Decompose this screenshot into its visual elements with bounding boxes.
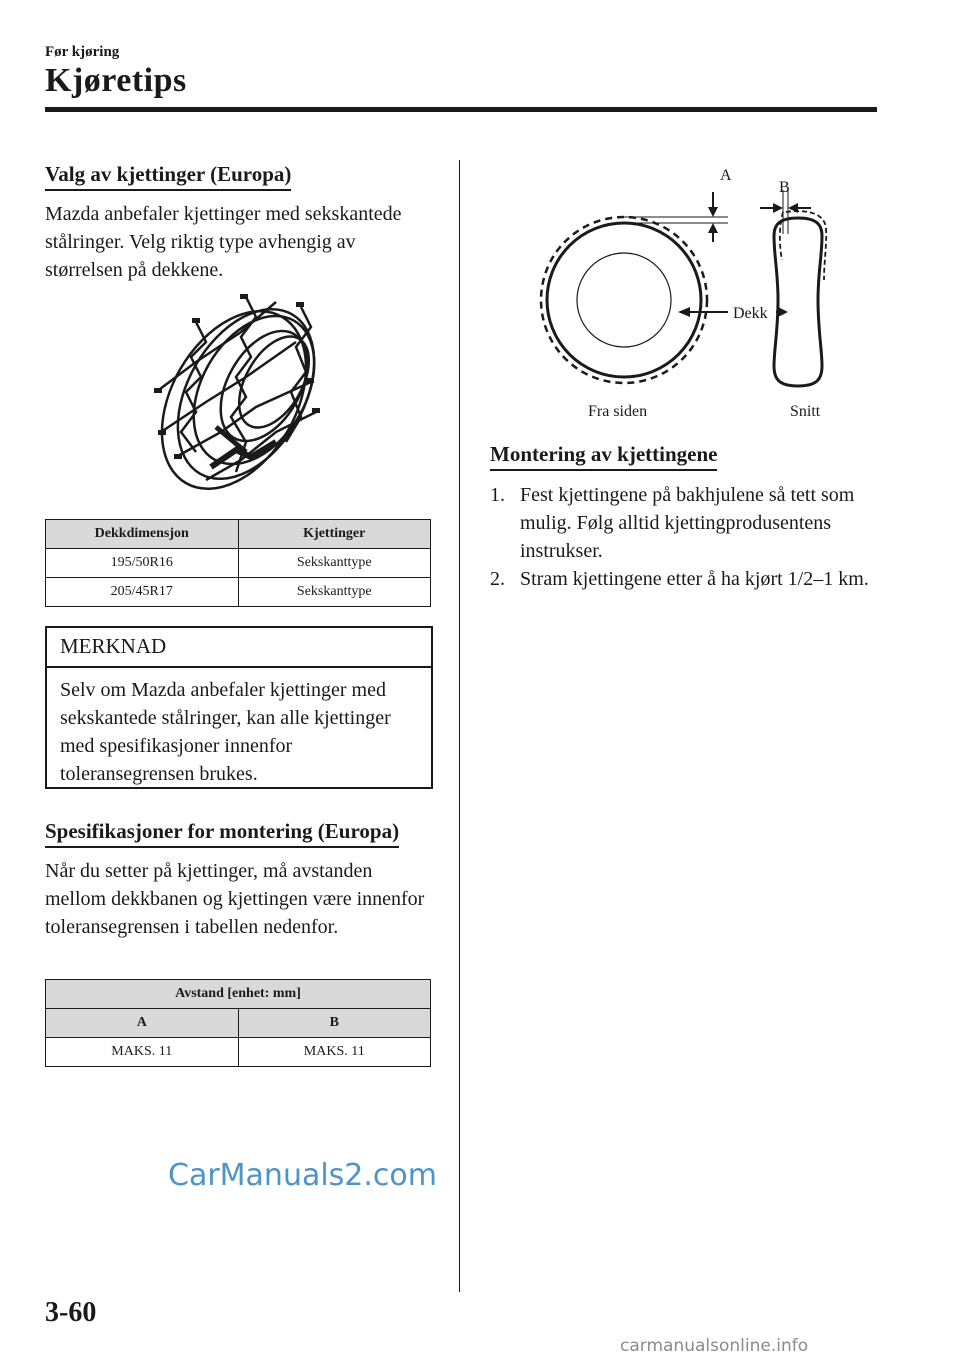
label-section-view: Snitt	[790, 403, 821, 420]
paragraph-specifications: Når du setter på kjettinger, må avstanden mellom dekkbanen og kjettingen være innenfor toleransegrensen i tabellen nedenfor.	[45, 860, 425, 938]
snow-chain-illustration	[136, 282, 342, 496]
note-separator	[47, 666, 431, 668]
chapter-title: Kjøretips	[45, 62, 187, 99]
heading-chain-selection: Valg av kjettinger (Europa)	[45, 162, 291, 187]
table-header-row	[46, 520, 431, 549]
table-header-cell: A	[46, 1009, 239, 1038]
table-header-row	[46, 980, 431, 1009]
list-item	[490, 481, 875, 565]
table-header-cell: Dekkdimensjon	[46, 520, 239, 549]
tire-section	[774, 218, 822, 386]
mounting-steps	[490, 481, 875, 593]
tire-outline	[547, 223, 701, 377]
chain-outline	[541, 217, 707, 383]
table-cell: Sekskanttype	[238, 549, 431, 578]
rim-outline	[577, 253, 671, 347]
step-text: Fest kjettingene på bakhjulene så tett som mulig. Følg alltid kjettingprodusentens instrukser.	[520, 484, 855, 562]
table-row	[46, 578, 431, 607]
step-text: Stram kjettingene etter å ha kjørt 1/2–1 km.	[520, 568, 869, 590]
heading-specifications: Spesifikasjoner for montering (Europa)	[45, 819, 399, 844]
table-cell: 195/50R16	[46, 549, 239, 578]
note-text: Selv om Mazda anbefaler kjettinger med sekskantede stålringer, kan alle kjettinger med spesifikasjoner innenfor toleransegrensen brukes.	[60, 679, 391, 785]
note-title: MERKNAD	[60, 634, 167, 658]
step-number: 1.	[490, 484, 505, 506]
note-box	[45, 626, 433, 789]
column-divider	[459, 160, 460, 1292]
heading-mounting: Montering av kjettingene	[490, 442, 717, 467]
label-dekk: Dekk	[733, 305, 768, 322]
label-b: B	[779, 179, 790, 196]
table-cell: 205/45R17	[46, 578, 239, 607]
table-header-cell: Kjettinger	[238, 520, 431, 549]
page-number: 3-60	[45, 1297, 97, 1328]
label-side-view: Fra siden	[588, 403, 648, 420]
table-row	[46, 549, 431, 578]
header-rule	[45, 107, 877, 112]
clearance-table	[45, 979, 431, 1067]
step-number: 2.	[490, 568, 505, 590]
section-label: Før kjøring	[45, 44, 120, 60]
list-item	[490, 565, 875, 593]
table-cell: MAKS. 11	[46, 1038, 239, 1067]
paragraph-chain-recommendation: Mazda anbefaler kjettinger med sekskantede stålringer. Velg riktig type avhengig av størrelsen på dekkene.	[45, 203, 402, 281]
table-header-cell: B	[238, 1009, 431, 1038]
table-row	[46, 1038, 431, 1067]
chain-clearance-diagram	[530, 160, 840, 425]
table-header-row	[46, 1009, 431, 1038]
table-title-cell: Avstand [enhet: mm]	[46, 980, 431, 1009]
table-cell: MAKS. 11	[238, 1038, 431, 1067]
footer-site: carmanualsonline.info	[620, 1336, 809, 1356]
watermark-logo: CarManuals2.com	[168, 1158, 438, 1193]
tire-chain-table	[45, 519, 431, 607]
label-a: A	[720, 167, 732, 184]
table-cell: Sekskanttype	[238, 578, 431, 607]
